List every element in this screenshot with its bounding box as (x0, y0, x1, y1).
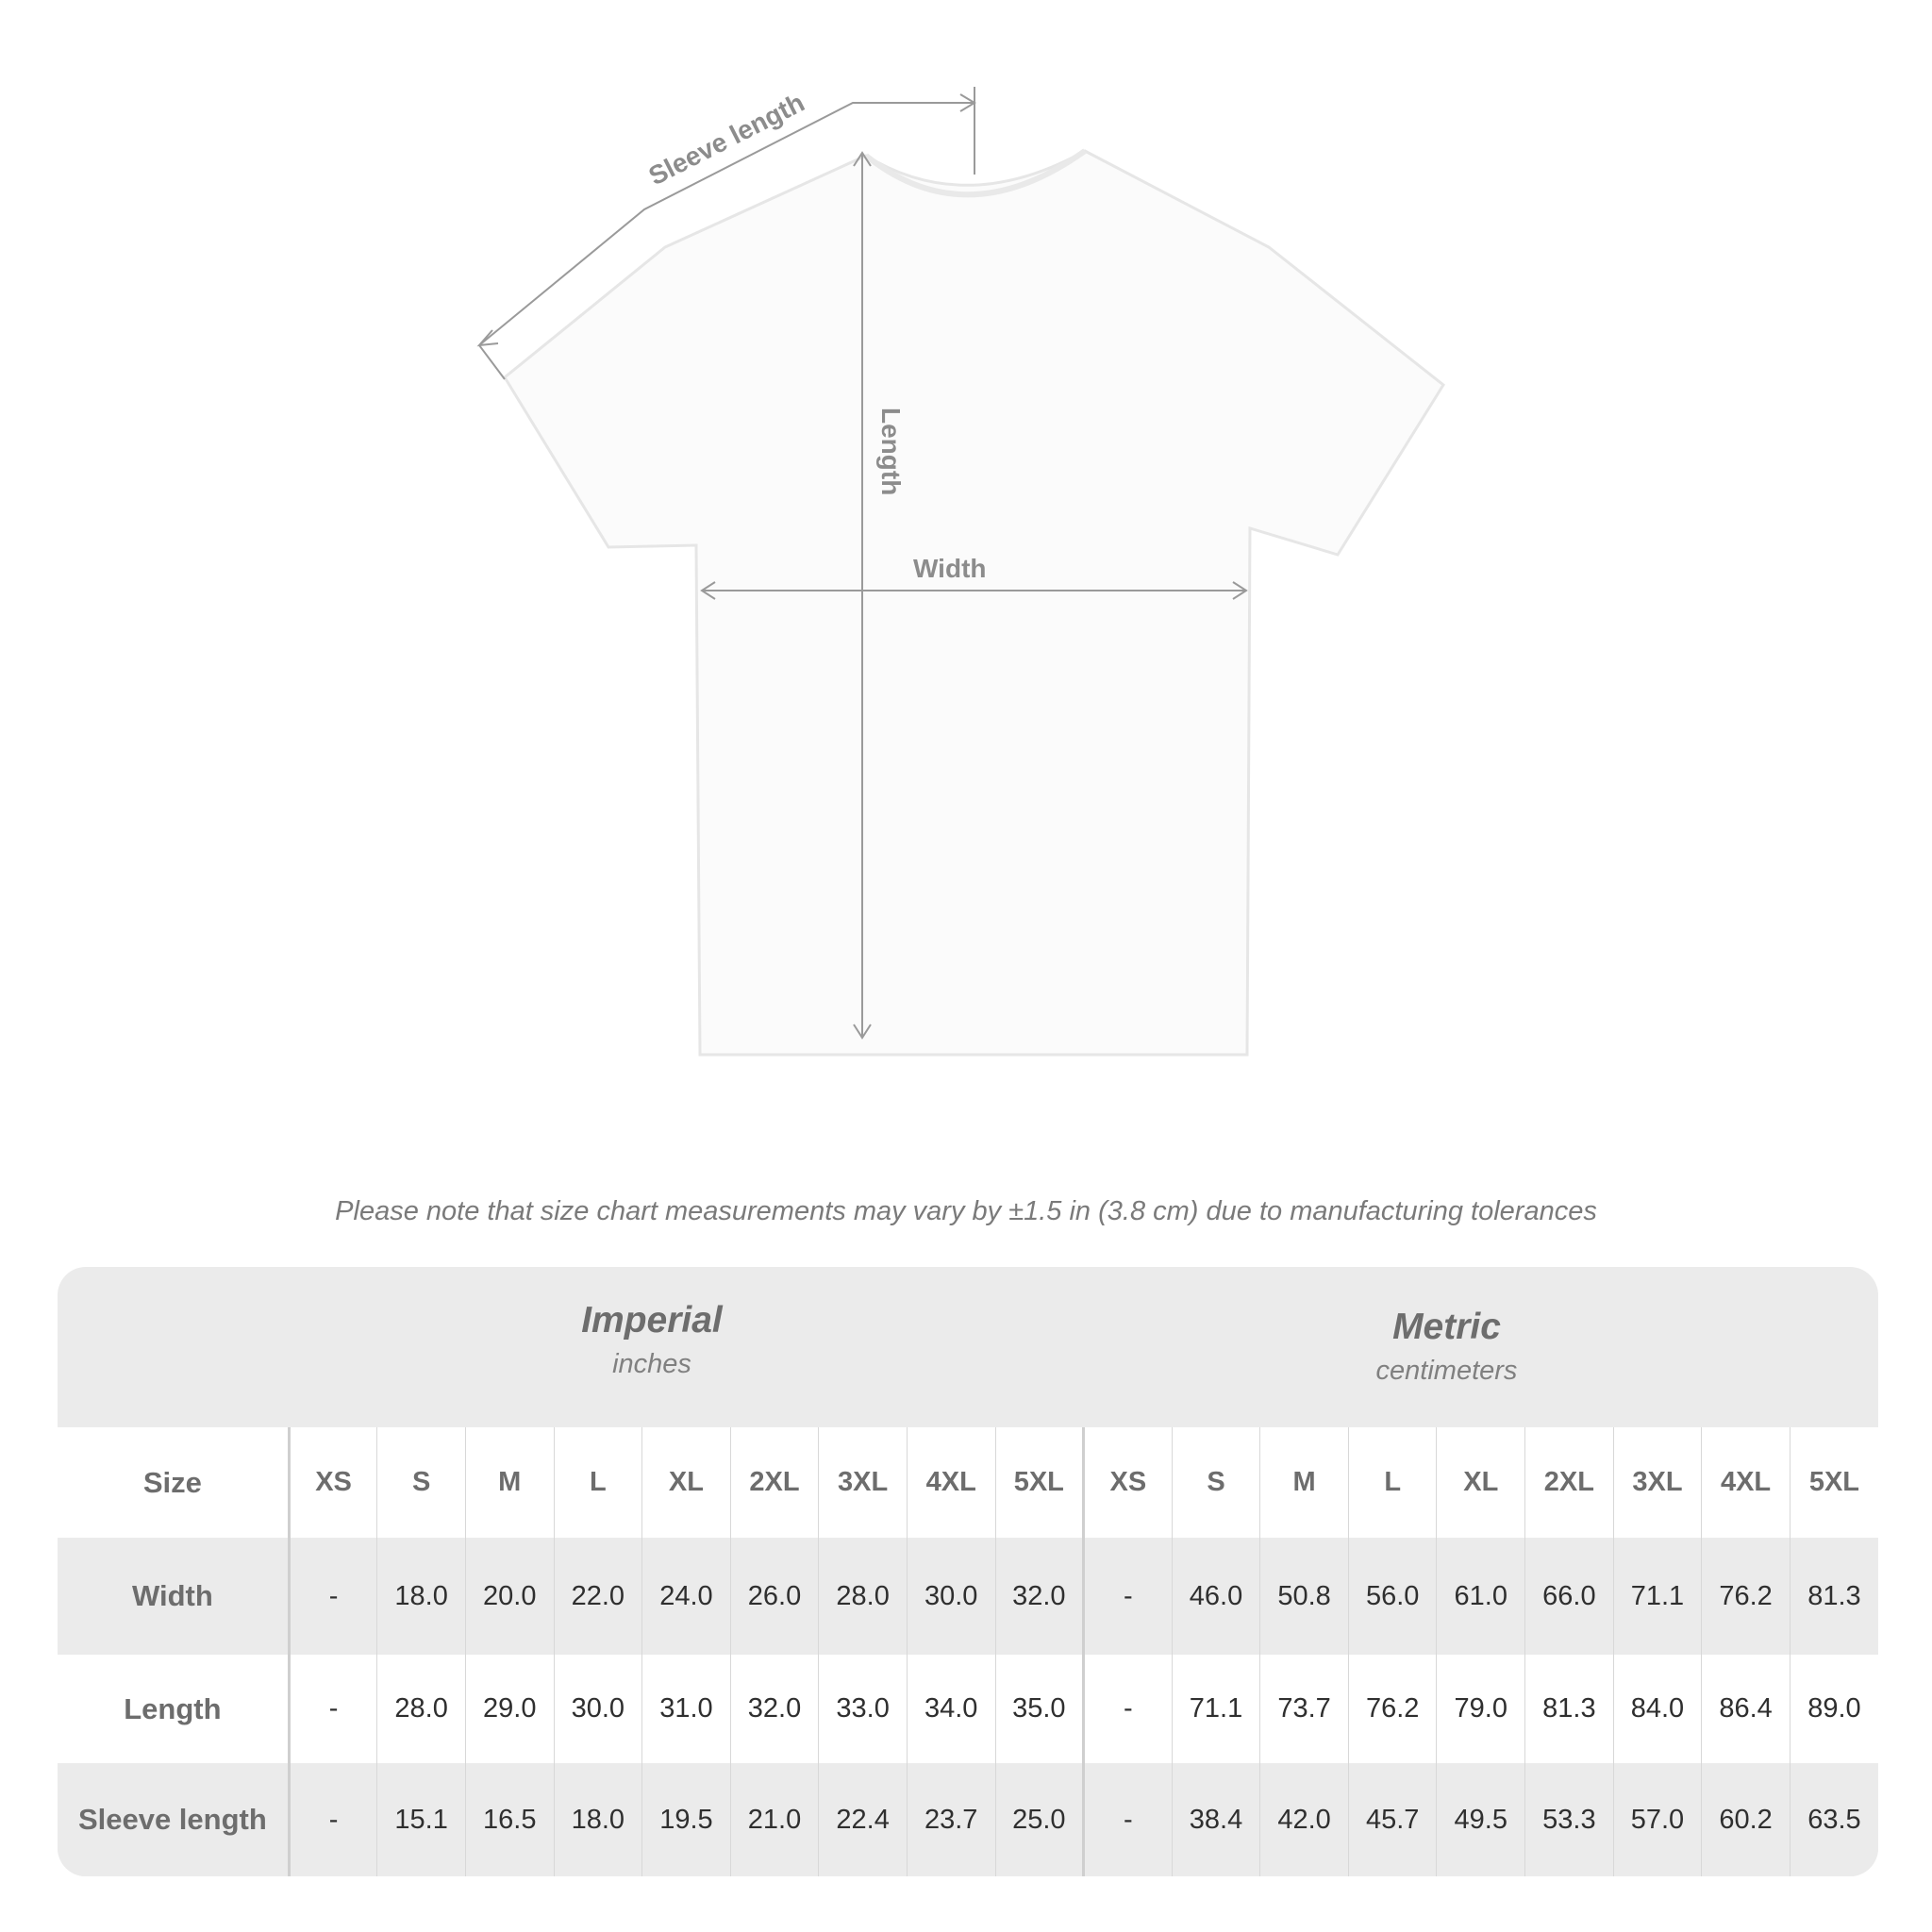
metric-value-cell: 71.1 (1172, 1655, 1260, 1763)
imperial-value-cell: 20.0 (465, 1538, 554, 1655)
size-grid (58, 1427, 1878, 1876)
metric-size-cell: XS (1084, 1427, 1173, 1538)
length-row (58, 1655, 1878, 1763)
metric-size-cell: M (1260, 1427, 1349, 1538)
imperial-value-cell: 28.0 (819, 1538, 908, 1655)
metric-title: Metric (1392, 1307, 1501, 1347)
imperial-value-cell: 30.0 (554, 1655, 642, 1763)
metric-value-cell: 38.4 (1172, 1763, 1260, 1876)
imperial-size-cell: M (465, 1427, 554, 1538)
size-chart-table (58, 1267, 1878, 1876)
metric-value-cell: 63.5 (1790, 1763, 1878, 1876)
imperial-value-cell: - (289, 1538, 377, 1655)
imperial-value-cell: 28.0 (377, 1655, 466, 1763)
imperial-size-cell: L (554, 1427, 642, 1538)
imperial-value-cell: 31.0 (642, 1655, 731, 1763)
metric-value-cell: - (1084, 1538, 1173, 1655)
metric-size-cell: XL (1437, 1427, 1525, 1538)
imperial-value-cell: 32.0 (730, 1655, 819, 1763)
imperial-value-cell: - (289, 1763, 377, 1876)
tshirt-shape (505, 151, 1443, 1055)
metric-value-cell: 60.2 (1702, 1763, 1790, 1876)
metric-size-cell: 2XL (1525, 1427, 1614, 1538)
metric-value-cell: 56.0 (1348, 1538, 1437, 1655)
imperial-title: Imperial (581, 1300, 723, 1341)
metric-value-cell: 49.5 (1437, 1763, 1525, 1876)
metric-value-cell: 86.4 (1702, 1655, 1790, 1763)
metric-value-cell: 89.0 (1790, 1655, 1878, 1763)
imperial-value-cell: 33.0 (819, 1655, 908, 1763)
imperial-size-cell: 2XL (730, 1427, 819, 1538)
metric-value-cell: 84.0 (1613, 1655, 1702, 1763)
imperial-size-cell: 5XL (995, 1427, 1084, 1538)
row-label-sleeve-length: Sleeve length (58, 1763, 289, 1876)
imperial-value-cell: 18.0 (377, 1538, 466, 1655)
sleeve-length-label: Sleeve length (643, 87, 809, 192)
metric-value-cell: 46.0 (1172, 1538, 1260, 1655)
metric-size-cell: S (1172, 1427, 1260, 1538)
metric-value-cell: 79.0 (1437, 1655, 1525, 1763)
size-row (58, 1427, 1878, 1538)
metric-unit: centimeters (1375, 1356, 1518, 1386)
imperial-value-cell: 15.1 (377, 1763, 466, 1876)
metric-size-cell: 4XL (1702, 1427, 1790, 1538)
metric-value-cell: 71.1 (1613, 1538, 1702, 1655)
metric-size-cell: 5XL (1790, 1427, 1878, 1538)
length-label: Length (876, 408, 906, 496)
metric-value-cell: 76.2 (1348, 1655, 1437, 1763)
metric-value-cell: 50.8 (1260, 1538, 1349, 1655)
metric-value-cell: 53.3 (1525, 1763, 1614, 1876)
metric-value-cell: 57.0 (1613, 1763, 1702, 1876)
imperial-value-cell: 18.0 (554, 1763, 642, 1876)
width-row (58, 1538, 1878, 1655)
metric-value-cell: 45.7 (1348, 1763, 1437, 1876)
imperial-value-cell: 16.5 (465, 1763, 554, 1876)
imperial-value-cell: 30.0 (907, 1538, 995, 1655)
imperial-unit: inches (612, 1349, 691, 1379)
imperial-size-cell: S (377, 1427, 466, 1538)
imperial-value-cell: 24.0 (642, 1538, 731, 1655)
imperial-value-cell: 32.0 (995, 1538, 1084, 1655)
metric-size-cell: 3XL (1613, 1427, 1702, 1538)
metric-value-cell: 61.0 (1437, 1538, 1525, 1655)
imperial-value-cell: 35.0 (995, 1655, 1084, 1763)
imperial-size-cell: 4XL (907, 1427, 995, 1538)
metric-value-cell: 81.3 (1525, 1655, 1614, 1763)
row-label-size: Size (58, 1427, 289, 1538)
metric-value-cell: 66.0 (1525, 1538, 1614, 1655)
imperial-value-cell: - (289, 1655, 377, 1763)
metric-value-cell: - (1084, 1763, 1173, 1876)
metric-size-cell: L (1348, 1427, 1437, 1538)
imperial-value-cell: 22.0 (554, 1538, 642, 1655)
imperial-value-cell: 21.0 (730, 1763, 819, 1876)
metric-value-cell: - (1084, 1655, 1173, 1763)
row-label-length: Length (58, 1655, 289, 1763)
imperial-value-cell: 19.5 (642, 1763, 731, 1876)
metric-value-cell: 81.3 (1790, 1538, 1878, 1655)
metric-value-cell: 73.7 (1260, 1655, 1349, 1763)
imperial-value-cell: 29.0 (465, 1655, 554, 1763)
sleeve-length-row (58, 1763, 1878, 1876)
imperial-size-cell: 3XL (819, 1427, 908, 1538)
width-label: Width (913, 554, 987, 583)
imperial-value-cell: 26.0 (730, 1538, 819, 1655)
metric-value-cell: 76.2 (1702, 1538, 1790, 1655)
imperial-value-cell: 25.0 (995, 1763, 1084, 1876)
row-label-width: Width (58, 1538, 289, 1655)
tolerance-note: Please note that size chart measurements may vary by ±1.5 in (3.8 cm) due to manufacturing tolerances (335, 1196, 1597, 1226)
metric-value-cell: 42.0 (1260, 1763, 1349, 1876)
imperial-size-cell: XS (289, 1427, 377, 1538)
imperial-value-cell: 23.7 (907, 1763, 995, 1876)
imperial-value-cell: 34.0 (907, 1655, 995, 1763)
imperial-size-cell: XL (642, 1427, 731, 1538)
imperial-value-cell: 22.4 (819, 1763, 908, 1876)
